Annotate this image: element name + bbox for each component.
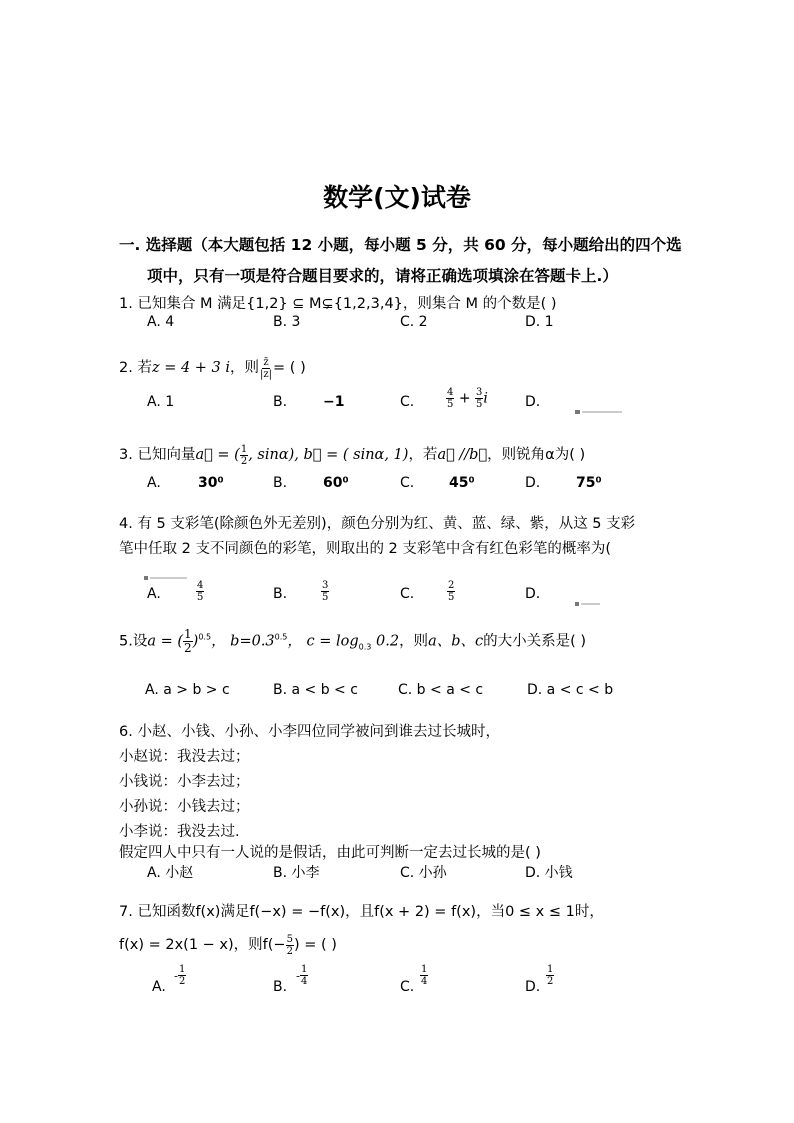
question-4-stem-line1: 4. 有 5 支彩笔(除颜色外无差别)，颜色分别为红、黄、蓝、绿、紫，从这 5 支彩 bbox=[119, 516, 636, 532]
q6-option-b: B. 小李 bbox=[273, 865, 320, 881]
q5-option-d: D. a < c < b bbox=[527, 682, 614, 698]
q3-option-c-value: 45⁰ bbox=[449, 475, 475, 491]
q5-option-c: C. b < a < c bbox=[398, 682, 484, 698]
q4-option-a: A. bbox=[147, 586, 161, 602]
question-4-stem-line2: 笔中任取 2 支不同颜色的彩笔，则取出的 2 支彩笔中含有红色彩笔的概率为( bbox=[119, 541, 612, 557]
q7-option-d: D. bbox=[525, 979, 541, 995]
q3-half-fraction: $\frac{1}{2}$ bbox=[240, 443, 248, 467]
q2-fraction: $\frac{z̄}{|z|}$ bbox=[260, 356, 273, 380]
q1-option-d: D. 1 bbox=[525, 314, 554, 330]
q4-option-c: C. bbox=[400, 586, 415, 602]
section-heading-line2: 项中，只有一项是符合题目要求的，请将正确选项填涂在答题卡上.） bbox=[147, 267, 618, 285]
q2-option-a: A. 1 bbox=[147, 394, 175, 410]
question-7-line1: 7. 已知函数f(x)满足f(−x) = −f(x)，且f(x + 2) = f(x)，当0 ≤ x ≤ 1时， bbox=[119, 904, 604, 920]
q3-option-d: D. bbox=[525, 475, 541, 491]
question-6-line4: 小孙说：小钱去过； bbox=[119, 799, 250, 815]
q7-option-a-value: - $\frac{1}{2}$ bbox=[174, 964, 186, 987]
q7-option-b-value: - $\frac{1}{4}$ bbox=[296, 964, 308, 987]
q2-option-c: C. bbox=[400, 394, 415, 410]
q2-option-c-value: $\frac{4}{5}$ + $\frac{3}{5}$ i bbox=[447, 387, 488, 410]
q6-option-a: A. 小赵 bbox=[147, 865, 194, 881]
q2-equation: z = 4 + 3 i bbox=[151, 360, 231, 376]
page-title: 数学(文)试卷 bbox=[323, 183, 471, 212]
question-1-stem: 1. 已知集合 M 满足{1,2} ⊆ M⊊{1,2,3,4}，则集合 M 的个数是( ) bbox=[119, 296, 557, 312]
question-6-line5: 小李说：我没去过. bbox=[119, 824, 240, 840]
question-7-line2: f(x) = 2x(1 − x)，则f(− $\frac{5}{2}$ ) = ( ) bbox=[119, 933, 337, 957]
q3-option-b-value: 60⁰ bbox=[323, 475, 349, 491]
question-6-line2: 小赵说：我没去过； bbox=[119, 749, 250, 765]
q3-option-d-value: 75⁰ bbox=[576, 475, 602, 491]
question-2-stem: 2. 若z = 4 + 3 i，则 $\frac{z̄}{|z|}$ = ( ) bbox=[119, 356, 306, 380]
question-5-stem: 5.设a = ( $\frac{1}{2}$ )$^{0.5}$， $b=0.3^{0.5}$， $c = \log_{0.3} 0.2$，则a、b、c的大小关系是( ) bbox=[119, 627, 587, 655]
q3-option-c: C. bbox=[400, 475, 415, 491]
question-6-line3: 小钱说：小李去过； bbox=[119, 774, 250, 790]
q4-option-b: B. bbox=[273, 586, 288, 602]
q2-option-b-value: −1 bbox=[323, 394, 345, 410]
q2-option-d-image bbox=[575, 400, 623, 419]
question-6-line1: 6. 小赵、小钱、小孙、小李四位同学被问到谁去过长城时， bbox=[119, 724, 500, 740]
q7-option-d-value: $\frac{1}{2}$ bbox=[547, 964, 554, 987]
q1-option-c: C. 2 bbox=[400, 314, 428, 330]
q4-inline-image bbox=[144, 566, 188, 585]
q5-option-b: B. a < b < c bbox=[273, 682, 358, 698]
q4-option-a-value: $\frac{4}{5}$ bbox=[197, 580, 204, 603]
q4-option-b-value: $\frac{3}{5}$ bbox=[322, 580, 329, 603]
q4-option-d: D. bbox=[525, 586, 541, 602]
q1-option-b: B. 3 bbox=[273, 314, 301, 330]
q4-option-c-value: $\frac{2}{5}$ bbox=[448, 580, 455, 603]
question-6-line6: 假定四人中只有一人说的是假话，由此可判断一定去过长城的是( ) bbox=[119, 845, 541, 861]
section-heading-line1: 一. 选择题（本大题包括 12 小题，每小题 5 分，共 60 分，每小题给出的四个选 bbox=[119, 236, 682, 254]
q7-option-b: B. bbox=[273, 979, 288, 995]
q7-option-c-value: $\frac{1}{4}$ bbox=[421, 964, 428, 987]
q5-option-a: A. a > b > c bbox=[145, 682, 230, 698]
q7-option-a: A. bbox=[152, 979, 166, 995]
question-3-stem: 3. 已知向量a⃗ = ( $\frac{1}{2}$ , sinα), b⃗ = ( sinα, 1)，若a⃗ //b⃗，则锐角α为( ) bbox=[119, 443, 586, 467]
q3-option-a: A. bbox=[147, 475, 161, 491]
q2-option-b: B. bbox=[273, 394, 288, 410]
q4-option-d-image bbox=[575, 592, 601, 611]
q6-option-d: D. 小钱 bbox=[525, 865, 573, 881]
q2-option-d: D. bbox=[525, 394, 541, 410]
q7-option-c: C. bbox=[400, 979, 415, 995]
q3-option-a-value: 30⁰ bbox=[198, 475, 224, 491]
q3-option-b: B. bbox=[273, 475, 288, 491]
q1-option-a: A. 4 bbox=[147, 314, 175, 330]
q6-option-c: C. 小孙 bbox=[400, 865, 447, 881]
